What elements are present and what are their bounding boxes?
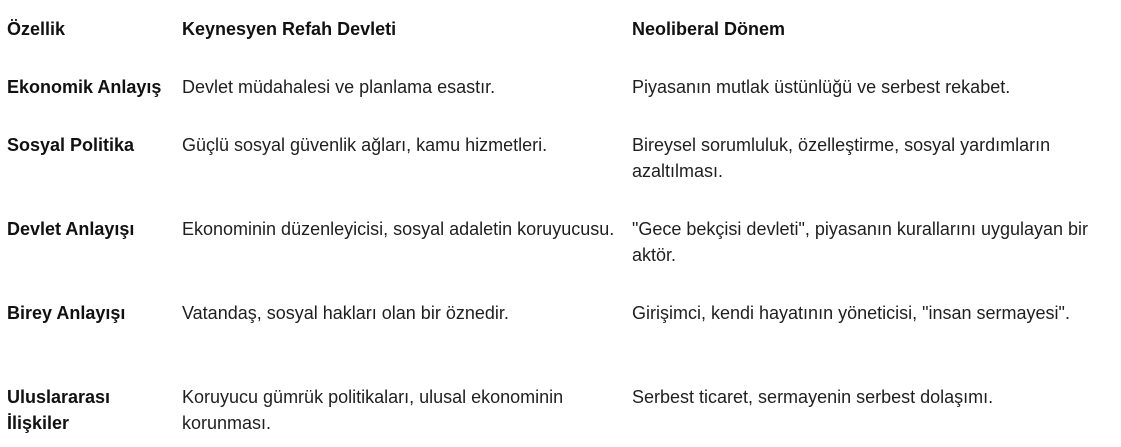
- row-economic-neoliberal: Piyasanın mutlak üstünlüğü ve serbest rekabet.: [632, 77, 1011, 97]
- row-economic-keynesian: Devlet müdahalesi ve planlama esastır.: [182, 77, 496, 97]
- row-individual-keynesian: Vatandaş, sosyal hakları olan bir öznedir.: [182, 303, 509, 323]
- row-social-policy-neoliberal: Bireysel sorumluluk, özelleştirme, sosyal yardımların azaltılması.: [632, 135, 1051, 181]
- row-individual-neoliberal: Girişimci, kendi hayatının yöneticisi, "insan sermayesi".: [632, 303, 1070, 323]
- header-feature: Özellik: [7, 19, 66, 39]
- row-social-policy-keynesian: Güçlü sosyal güvenlik ağları, kamu hizmetleri.: [182, 135, 548, 155]
- row-label-individual: Birey Anlayışı: [7, 303, 126, 323]
- row-international-neoliberal: Serbest ticaret, sermayenin serbest dolaşımı.: [632, 387, 994, 407]
- header-keynesian: Keynesyen Refah Devleti: [182, 19, 397, 39]
- row-label-state: Devlet Anlayışı: [7, 219, 135, 239]
- row-state-keynesian: Ekonominin düzenleyicisi, sosyal adaletin koruyucusu.: [182, 219, 615, 239]
- row-label-international: Uluslararası İlişkiler: [7, 387, 111, 433]
- row-international-keynesian: Koruyucu gümrük politikaları, ulusal ekonominin korunması.: [182, 387, 564, 433]
- row-label-social-policy: Sosyal Politika: [7, 135, 135, 155]
- row-label-economic: Ekonomik Anlayış: [7, 77, 162, 97]
- row-state-neoliberal: "Gece bekçisi devleti", piyasanın kurallarını uygulayan bir aktör.: [632, 219, 1089, 265]
- header-neoliberal: Neoliberal Dönem: [632, 19, 786, 39]
